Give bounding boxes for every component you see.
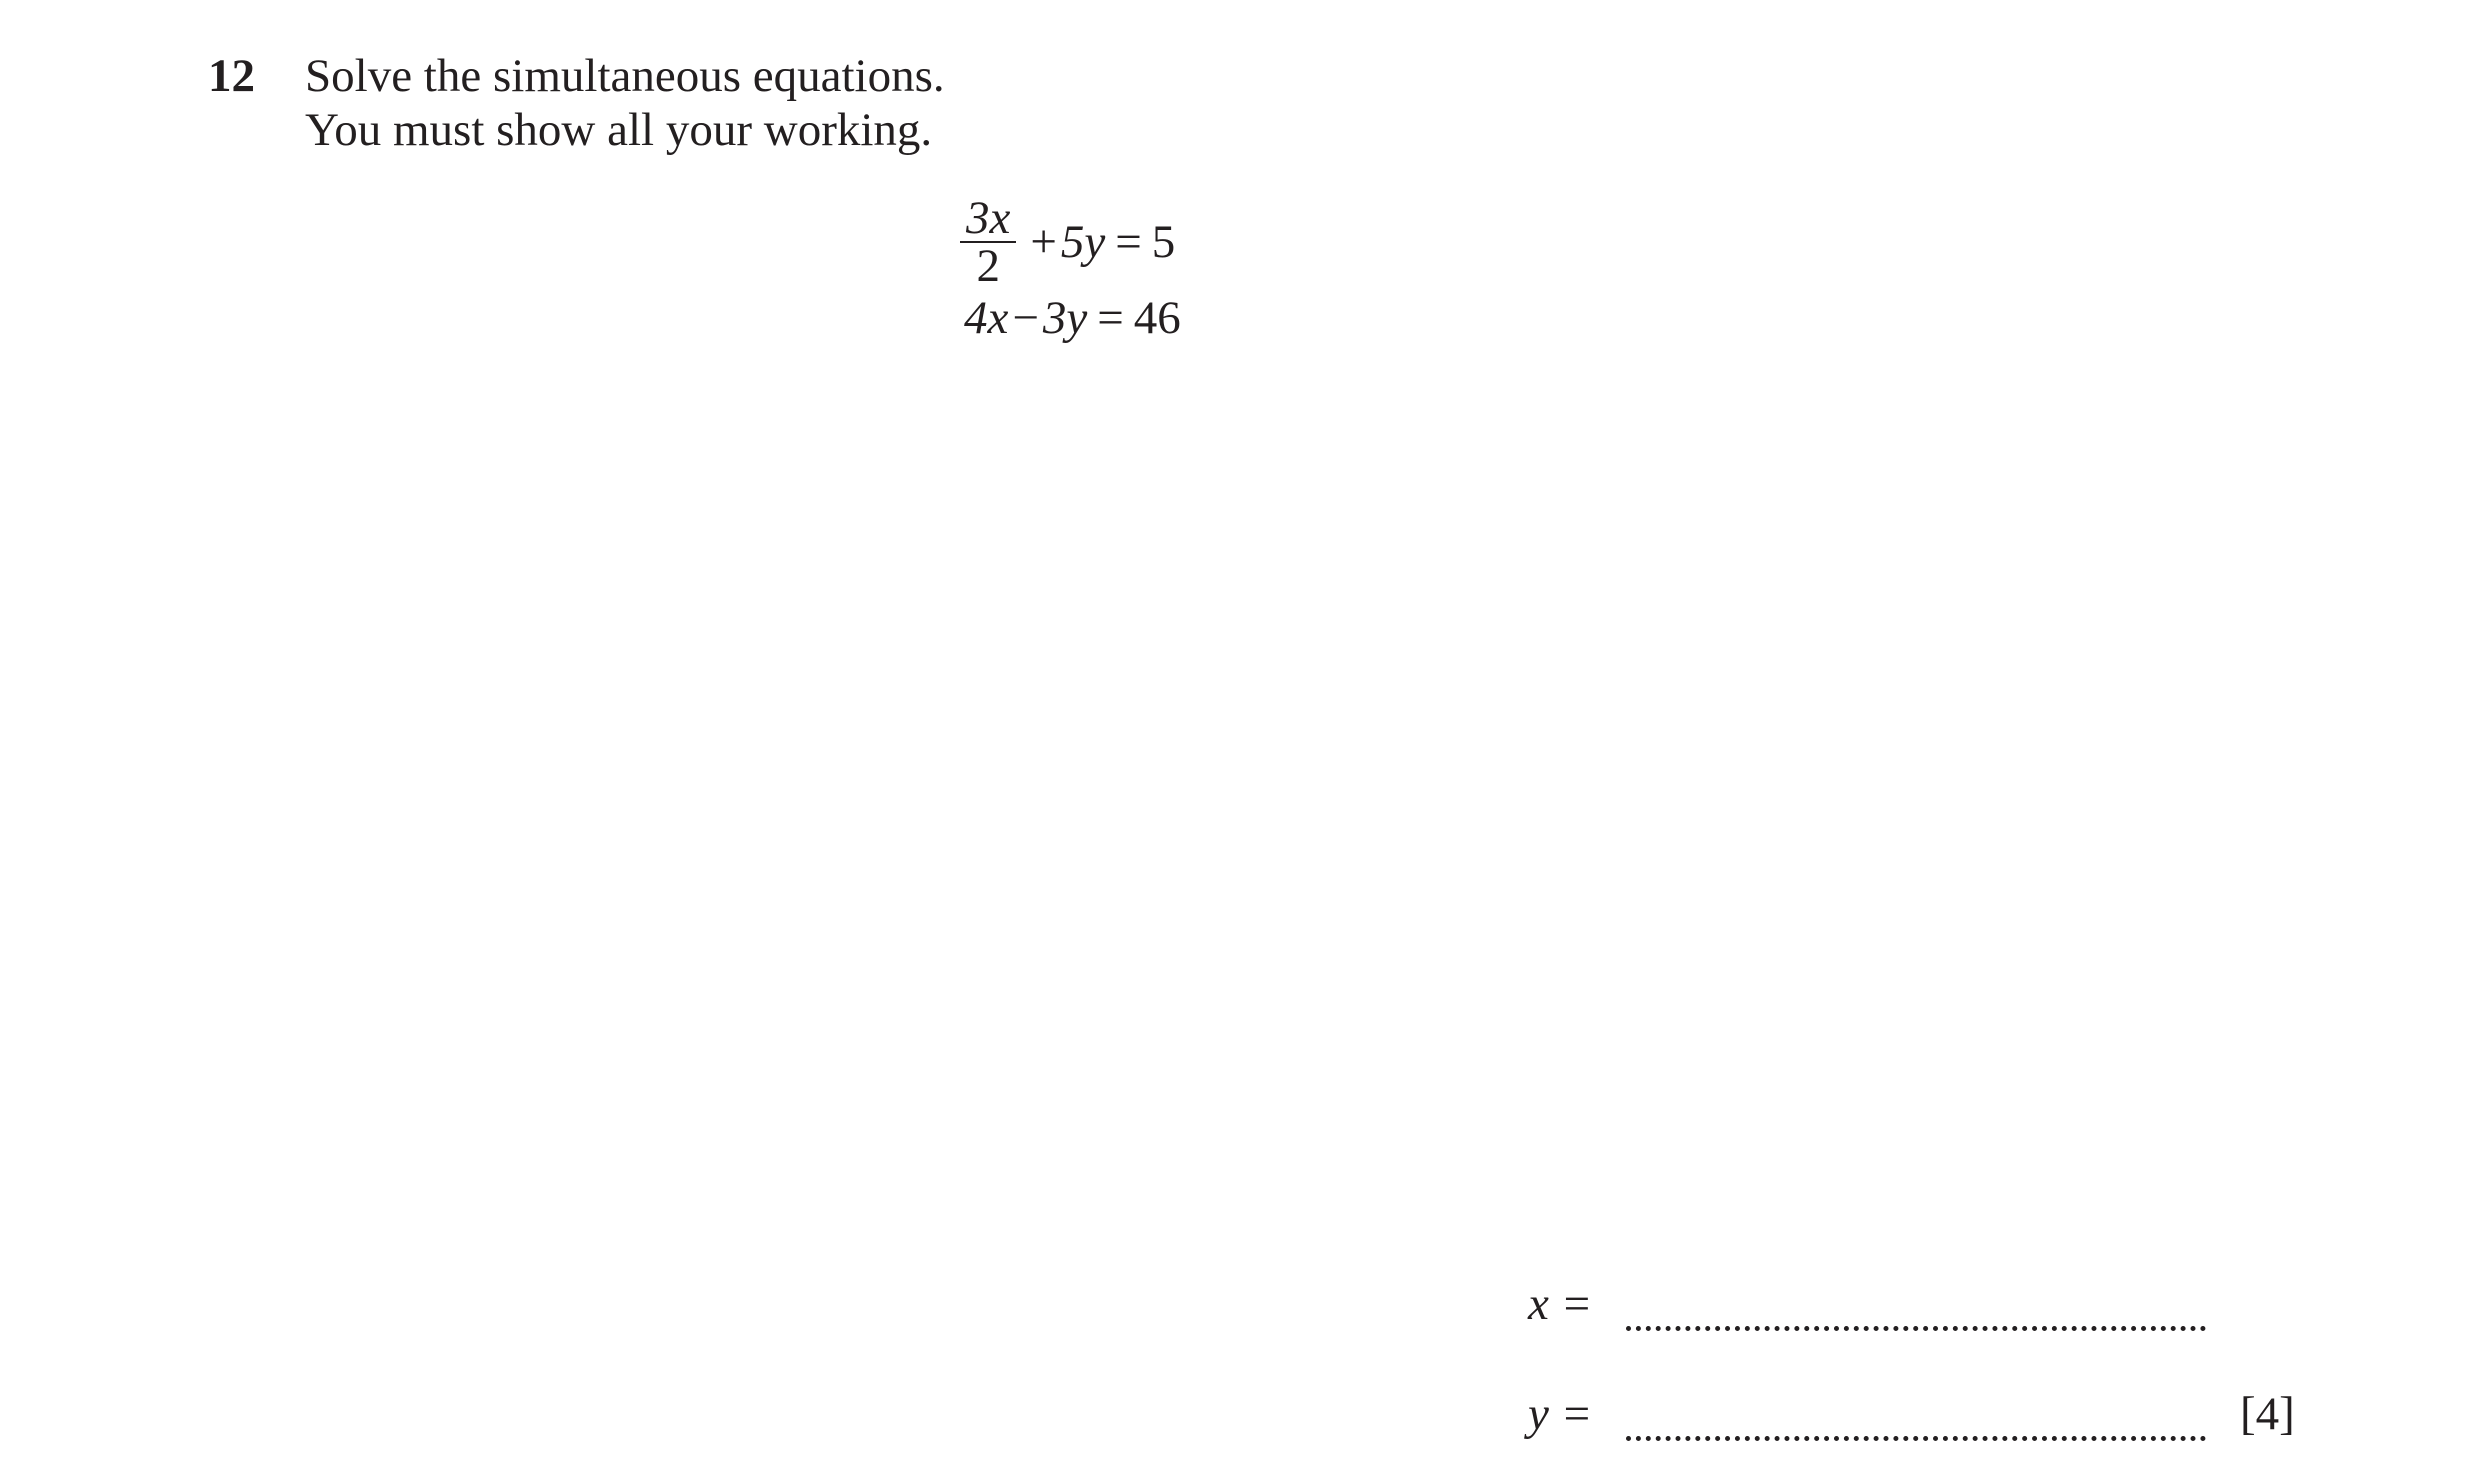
answer-y-label: y = [1528,1388,1593,1440]
equals-sign: = [1115,216,1142,268]
fraction [960,192,1016,292]
rhs-value: 46 [1133,292,1181,344]
fraction-denominator: 2 [976,240,1000,292]
equation-2 [964,288,1181,348]
term-4x: 4x [964,292,1009,344]
answer-x-label: x = [1528,1278,1593,1330]
equation-1 [960,192,1175,292]
marks-indicator: [4] [2240,1388,2295,1440]
fraction-numerator: 3x [960,195,1016,243]
question-number: 12 [208,50,255,102]
equals-sign: = [1097,292,1124,344]
answer-x-line[interactable] [1626,1316,2206,1331]
rhs-value: 5 [1151,216,1176,268]
term-3y: 3y [1042,292,1088,344]
question-text-line-2: You must show all your working. [305,104,933,156]
question-text-line-1: Solve the simultaneous equations. [305,50,945,102]
plus-operator: + [1030,216,1057,268]
term-5y: 5y [1060,216,1106,268]
answer-y-line[interactable] [1626,1426,2206,1441]
minus-operator: − [1012,292,1039,344]
